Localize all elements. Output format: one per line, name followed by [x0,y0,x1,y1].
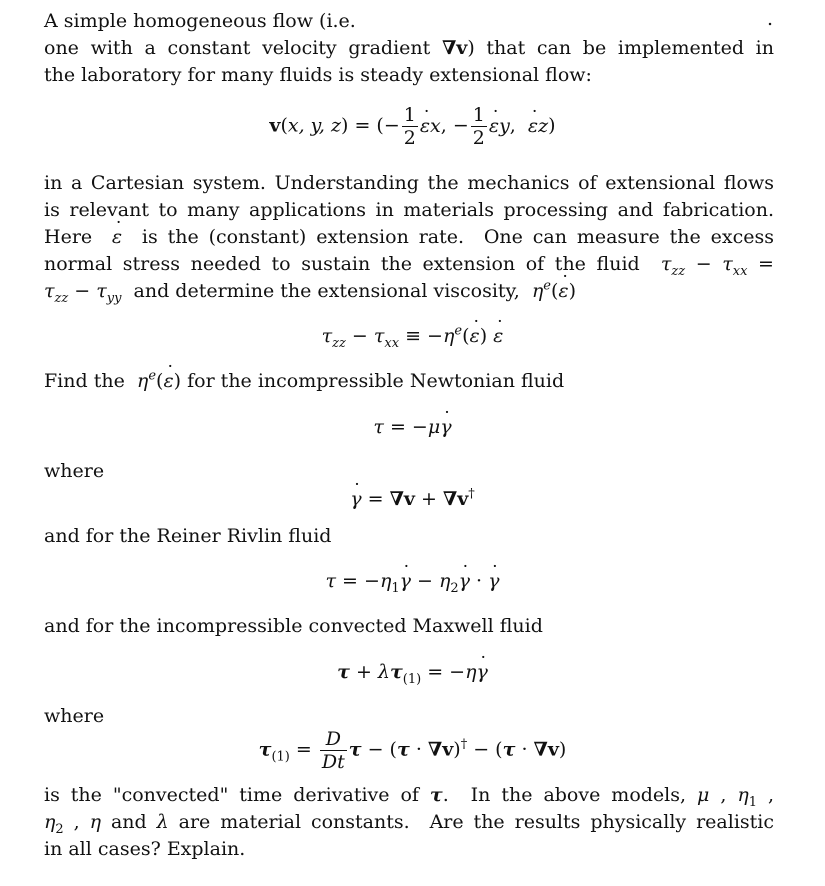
text-line: $\eta_2$ , η and λ are material constants. Are the results physically realistic [44,811,775,837]
stray-dot: . [767,8,774,30]
equation-convected-maxwell: $\tau + \lambda\tau_{(1)} = -\eta\gamma$ ˙ [0,659,825,686]
equation-rate-of-strain: γ ˙ = ∇v + ∇v† [0,486,825,513]
equation-extensional-viscosity: $\tau_{zz} - \tau_{xx} \equiv -\eta^e(\varepsilon$ ˙) ε ˙ [0,323,825,350]
text-line: the laboratory for many fluids is steady extensional flow: [44,64,592,86]
text-line: Here ε ˙ is the (constant) extension rate. One can measure the excess [44,224,774,251]
text-line: in all cases? Explain. [44,838,246,860]
text-line: normal stress needed to sustain the extension of the fluid $\tau_{zz} - \tau_{xx}$ = [44,253,774,279]
text-line: and for the incompressible convected Maxwell fluid [44,615,543,637]
equation-velocity-field: v(x, y, z) = (− $\frac{1}{2}$ ε ˙x, − $\frac{1}{2}$ ε ˙y, ε ˙z) [0,104,825,149]
text-line: is relevant to many applications in materials processing and fabrication. [44,199,774,221]
text-line: where [44,460,105,482]
equation-convected-derivative: $\tau_{(1)}$ = $\frac{D}{Dt}$ τ − (τ · ∇v)† − (τ · ∇v) [258,728,567,773]
text-line: where [44,705,105,727]
text-line: and for the Reiner Rivlin fluid [44,525,332,547]
equation-newtonian: τ = −μγ ˙ [0,414,825,441]
text-line: one with a constant velocity gradient ∇v) that can be implemented in [44,37,774,59]
text-line: A simple homogeneous flow (i.e. [44,10,356,32]
text-line: $\tau_{zz} - \tau_{yy}$ and determine the extensional viscosity, $\eta^e(\varepsilon$ ˙) [44,278,576,305]
equation-reiner-rivlin: $\tau = -\eta_1\gamma$ ˙ − $\eta_2\gamma$ ˙ · γ ˙ [0,568,825,595]
text-line: is the "convected" time derivative of τ. In the above models, μ , $\eta_1$ , [44,784,774,810]
text-line: in a Cartesian system. Understanding the mechanics of extensional flows [44,172,774,194]
text-line: Find the $\eta^e(\varepsilon$ ˙) for the incompressible Newtonian fluid [44,368,564,395]
